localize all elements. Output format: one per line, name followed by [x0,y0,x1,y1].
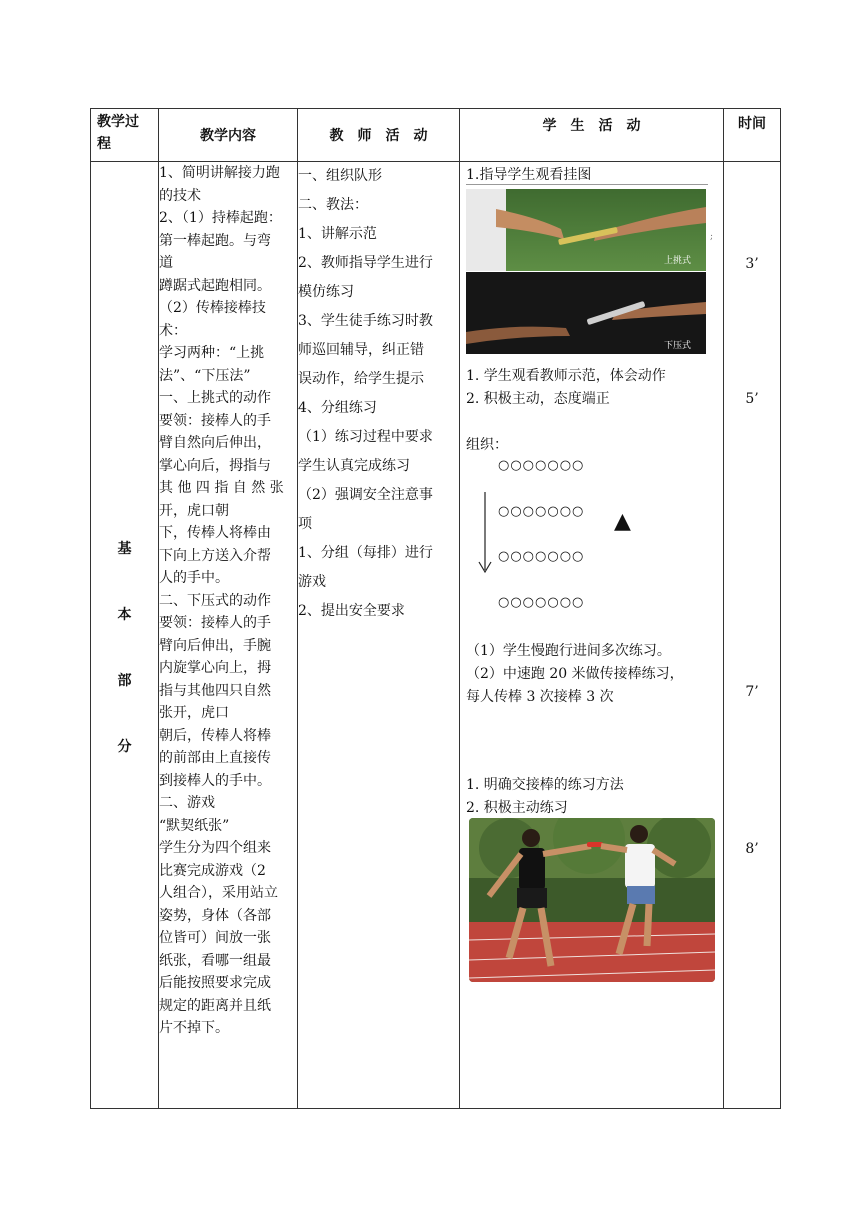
content-line: 规定的距离并且纸 [159,997,271,1014]
teacher-line: 3、学生徒手练习时教 [298,313,433,329]
photo-downward-pass [466,272,706,354]
content-line: 下，传棒人将棒由 [159,525,271,541]
content-line: 到接棒人的手中。 [159,772,271,789]
content-line: 二、游戏 [159,795,215,811]
content-line: 2、（1）持棒起跑： [159,210,282,226]
content-line: 位皆可）间放一张 [159,930,271,946]
org-label: 组织： [466,437,508,453]
content-line: 下向上方送入介帮 [159,547,271,564]
teacher-line: 1、讲解示范 [298,226,377,242]
teacher-line: 学生认真完成练习 [298,458,410,474]
content-line: 人组合），采用站立 [159,885,278,901]
teacher-triangle-icon: ▲ [614,509,631,534]
formation-row: ○○○○○○○ [498,504,585,519]
header-teacher: 教 师 活 动 [298,109,460,162]
teacher-line: 师巡回辅导，纠正错 [298,342,424,358]
teacher-cell [298,162,460,1109]
goal-1: 1. 明确交接棒的练习方法 [466,777,624,793]
header-time: 时间 [724,109,781,162]
content-cell [159,162,298,1109]
time-value: 3’ [745,256,759,272]
intro-underline [466,184,708,185]
teacher-line: 1、分组（每排）进行 [298,545,433,561]
practice-3: 每人传棒 3 次接棒 3 次 [466,689,614,705]
photo1-caption: 上挑式 [664,256,692,266]
phase-char: 部 [117,673,132,689]
upward-pass-illustration [466,189,706,271]
content-line: 蹲踞式起跑相同。 [159,277,271,294]
student-item-1: 1. 学生观看教师示范，体会动作 [466,368,666,384]
teacher-line: 误动作，给学生提示 [298,371,424,387]
content-line: （2）传棒接棒技 [159,300,266,316]
photo-relay-track [469,818,715,982]
time-value: 5’ [745,391,759,407]
formation-row: ○○○○○○○ [498,595,585,610]
student-item-2: 2. 积极主动，态度端正 [466,391,610,407]
content-line: 术： [159,322,187,339]
header-row [91,109,781,162]
content-line: 纸张，看哪一组最 [159,952,271,969]
content-line: 掌心向后，拇指与 [159,457,271,474]
content-line: 学生分为四个组来 [159,840,271,856]
header-student: 学 生 活 动 [460,109,724,162]
content-line: 一、上挑式的动作 [159,390,271,406]
formation-row: ○○○○○○○ [498,549,585,564]
practice-2: （2）中速跑 20 米做传接棒练习， [466,666,684,682]
content-line: 第一棒起跑。与弯 [159,232,271,249]
photo-upward-pass [466,189,706,271]
phase-char: 基 [117,541,132,557]
content-line: 法”、“下压法” [159,367,251,384]
content-line: 指与其他四只自然 [159,682,271,699]
content-line: 姿势，身体（各部 [159,907,271,924]
content-line: 臂自然向后伸出， [159,435,271,451]
content-line: 人的手中。 [159,570,229,586]
time-value: 7’ [745,684,759,700]
content-line: 要领：接棒人的手 [159,615,271,631]
goal-2: 2. 积极主动练习 [466,800,568,816]
downward-pass-illustration [466,272,706,354]
relay-track-illustration [469,818,715,982]
content-line: 内旋掌心向上，拇 [159,660,271,676]
content-line: 片不掉下。 [159,1020,229,1036]
body-row [91,162,781,1109]
content-line: 的技术 [159,187,201,204]
content-line: 张开，虎口 [159,705,229,721]
teacher-line: 2、教师指导学生进行 [298,255,433,271]
time-cell [724,162,781,1109]
practice-1: （1）学生慢跑行进间多次练习。 [466,643,671,659]
content-line: 后能按照要求完成 [159,975,271,991]
time-value: 8’ [745,841,759,857]
student-intro: 1.指导学生观看挂图 [466,167,592,183]
teacher-line: 二、教法： [298,197,368,213]
content-line: 1、简明讲解接力跑 [159,165,280,181]
down-arrow-icon [478,492,492,574]
teacher-line: 项 [298,516,312,532]
content-line: “默契纸张” [159,817,230,834]
content-line: 臂向后伸出，手腕 [159,637,271,654]
teacher-line: 游戏 [298,574,326,590]
teacher-line: （1）练习过程中要求 [298,429,433,445]
phase-cell [91,162,159,1109]
semicolon-mark: ; [710,232,714,242]
teacher-line: 2、提出安全要求 [298,603,405,619]
photo2-caption: 下压式 [664,341,692,351]
phase-char: 分 [117,739,132,755]
teacher-line: 模仿练习 [298,284,354,300]
teacher-line: 一、组织队形 [298,168,382,184]
content-line: 比赛完成游戏（2 [159,862,266,879]
teacher-line: （2）强调安全注意事 [298,487,433,503]
content-line: 开，虎口朝 [159,502,229,519]
formation-row: ○○○○○○○ [498,458,585,473]
header-content: 教学内容 [159,109,298,162]
content-line: 要领：接棒人的手 [159,412,271,429]
student-cell [460,162,724,1109]
header-process: 教学过程 [91,109,159,162]
content-line: 朝后，传棒人将棒 [159,727,271,744]
content-line: 学习两种：“上挑 [159,345,265,361]
lesson-plan-table [90,108,781,1109]
content-line: 其 他 四 指 自 然 张 [159,480,284,496]
content-line: 二、下压式的动作 [159,592,271,609]
content-line: 的前部由上直接传 [159,750,271,766]
phase-char: 本 [117,607,132,623]
content-line: 道 [159,255,173,271]
teacher-line: 4、分组练习 [298,400,377,416]
